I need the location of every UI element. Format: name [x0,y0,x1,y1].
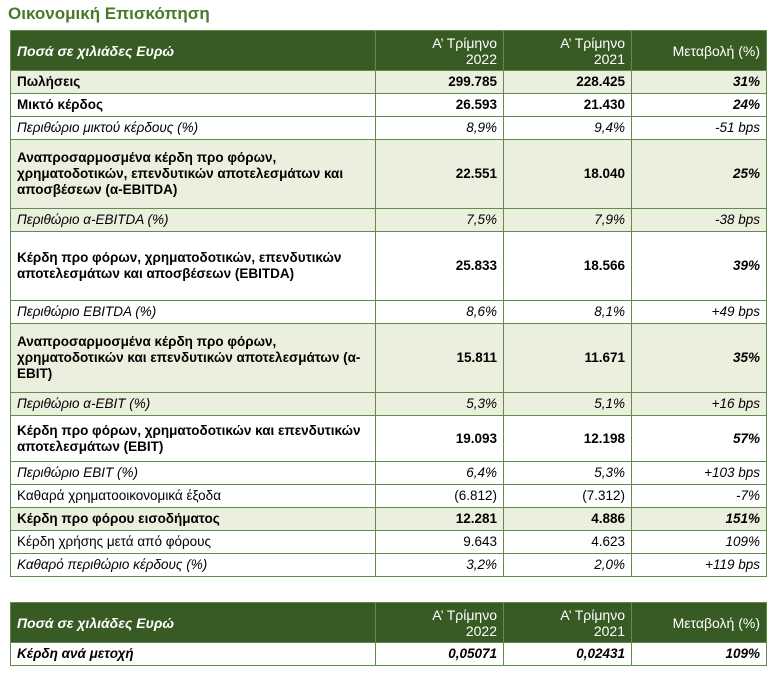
change-value: +49 bps [632,301,767,324]
row-label: Καθαρό περιθώριο κέρδους (%) [11,554,376,577]
value-2021: 7,9% [504,209,632,232]
value-2022: (6.812) [376,485,504,508]
table-row [11,462,767,485]
change-value: -7% [632,485,767,508]
header-amounts: Ποσά σε χιλιάδες Ευρώ [11,603,376,643]
value-2022: 26.593 [376,94,504,117]
value-2022: 8,9% [376,117,504,140]
row-label: Κέρδη ανά μετοχή [11,643,376,666]
value-2021: 18.566 [504,232,632,301]
row-label: Καθαρά χρηματοοικονομικά έξοδα [11,485,376,508]
change-value: -51 bps [632,117,767,140]
row-label: Μικτό κέρδος [11,94,376,117]
table-row [11,71,767,94]
row-label: Κέρδη προ φόρου εισοδήματος [11,508,376,531]
table-header-row [11,31,767,71]
value-2021: 4.623 [504,531,632,554]
change-value: +119 bps [632,554,767,577]
change-value: 57% [632,416,767,462]
table-row [11,554,767,577]
value-2021: (7.312) [504,485,632,508]
change-value: 151% [632,508,767,531]
change-value: 109% [632,643,767,666]
value-2022: 22.551 [376,140,504,209]
row-label: Αναπροσαρμοσμένα κέρδη προ φόρων, χρηματοδοτικών και επενδυτικών αποτελεσμάτων (α-EBIT) [11,324,376,393]
table-row [11,324,767,393]
change-value: 31% [632,71,767,94]
row-label: Περιθώριο α-EBITDA (%) [11,209,376,232]
header-q1-2022: Α’ Τρίμηνο 2022 [376,31,504,71]
table-row [11,531,767,554]
value-2021: 12.198 [504,416,632,462]
header-q1-2021: Α’ Τρίμηνο 2021 [504,603,632,643]
change-value: -38 bps [632,209,767,232]
change-value: 25% [632,140,767,209]
value-2021: 21.430 [504,94,632,117]
table-row [11,508,767,531]
header-change: Μεταβολή (%) [632,603,767,643]
table-row [11,393,767,416]
value-2022: 0,05071 [376,643,504,666]
change-value: 35% [632,324,767,393]
header-change: Μεταβολή (%) [632,31,767,71]
value-2021: 2,0% [504,554,632,577]
value-2021: 5,3% [504,462,632,485]
row-label: Κέρδη προ φόρων, χρηματοδοτικών και επενδυτικών αποτελεσμάτων (EBIT) [11,416,376,462]
table-row [11,485,767,508]
value-2022: 5,3% [376,393,504,416]
value-2021: 228.425 [504,71,632,94]
value-2022: 6,4% [376,462,504,485]
value-2022: 12.281 [376,508,504,531]
table-row [11,416,767,462]
value-2022: 19.093 [376,416,504,462]
row-label: Περιθώριο μικτού κέρδους (%) [11,117,376,140]
row-label: Αναπροσαρμοσμένα κέρδη προ φόρων, χρηματοδοτικών, επενδυτικών αποτελεσμάτων και αποσβέσεων (α-EBITDA) [11,140,376,209]
eps-table [10,602,767,666]
financial-overview-table [10,30,767,577]
value-2021: 11.671 [504,324,632,393]
table-row [11,232,767,301]
table-header-row [11,603,767,643]
table-row [11,301,767,324]
header-amounts: Ποσά σε χιλιάδες Ευρώ [11,31,376,71]
value-2021: 18.040 [504,140,632,209]
header-q1-2021: Α’ Τρίμηνο 2021 [504,31,632,71]
value-2022: 3,2% [376,554,504,577]
change-value: +16 bps [632,393,767,416]
value-2022: 7,5% [376,209,504,232]
row-label: Περιθώριο EBITDA (%) [11,301,376,324]
page-title: Οικονομική Επισκόπηση [8,4,210,23]
header-q1-2022: Α’ Τρίμηνο 2022 [376,603,504,643]
value-2022: 15.811 [376,324,504,393]
change-value: +103 bps [632,462,767,485]
value-2021: 8,1% [504,301,632,324]
table-row [11,209,767,232]
row-label: Περιθώριο EBIT (%) [11,462,376,485]
row-label: Περιθώριο α-EBIT (%) [11,393,376,416]
value-2022: 299.785 [376,71,504,94]
value-2021: 0,02431 [504,643,632,666]
value-2021: 4.886 [504,508,632,531]
change-value: 24% [632,94,767,117]
row-label: Κέρδη χρήσης μετά από φόρους [11,531,376,554]
table-row [11,117,767,140]
change-value: 109% [632,531,767,554]
value-2021: 5,1% [504,393,632,416]
row-label: Κέρδη προ φόρων, χρηματοδοτικών, επενδυτικών αποτελεσμάτων και αποσβέσεων (EBITDA) [11,232,376,301]
value-2022: 25.833 [376,232,504,301]
table-row [11,643,767,666]
row-label: Πωλήσεις [11,71,376,94]
table-row [11,94,767,117]
value-2022: 9.643 [376,531,504,554]
value-2021: 9,4% [504,117,632,140]
change-value: 39% [632,232,767,301]
table-row [11,140,767,209]
value-2022: 8,6% [376,301,504,324]
